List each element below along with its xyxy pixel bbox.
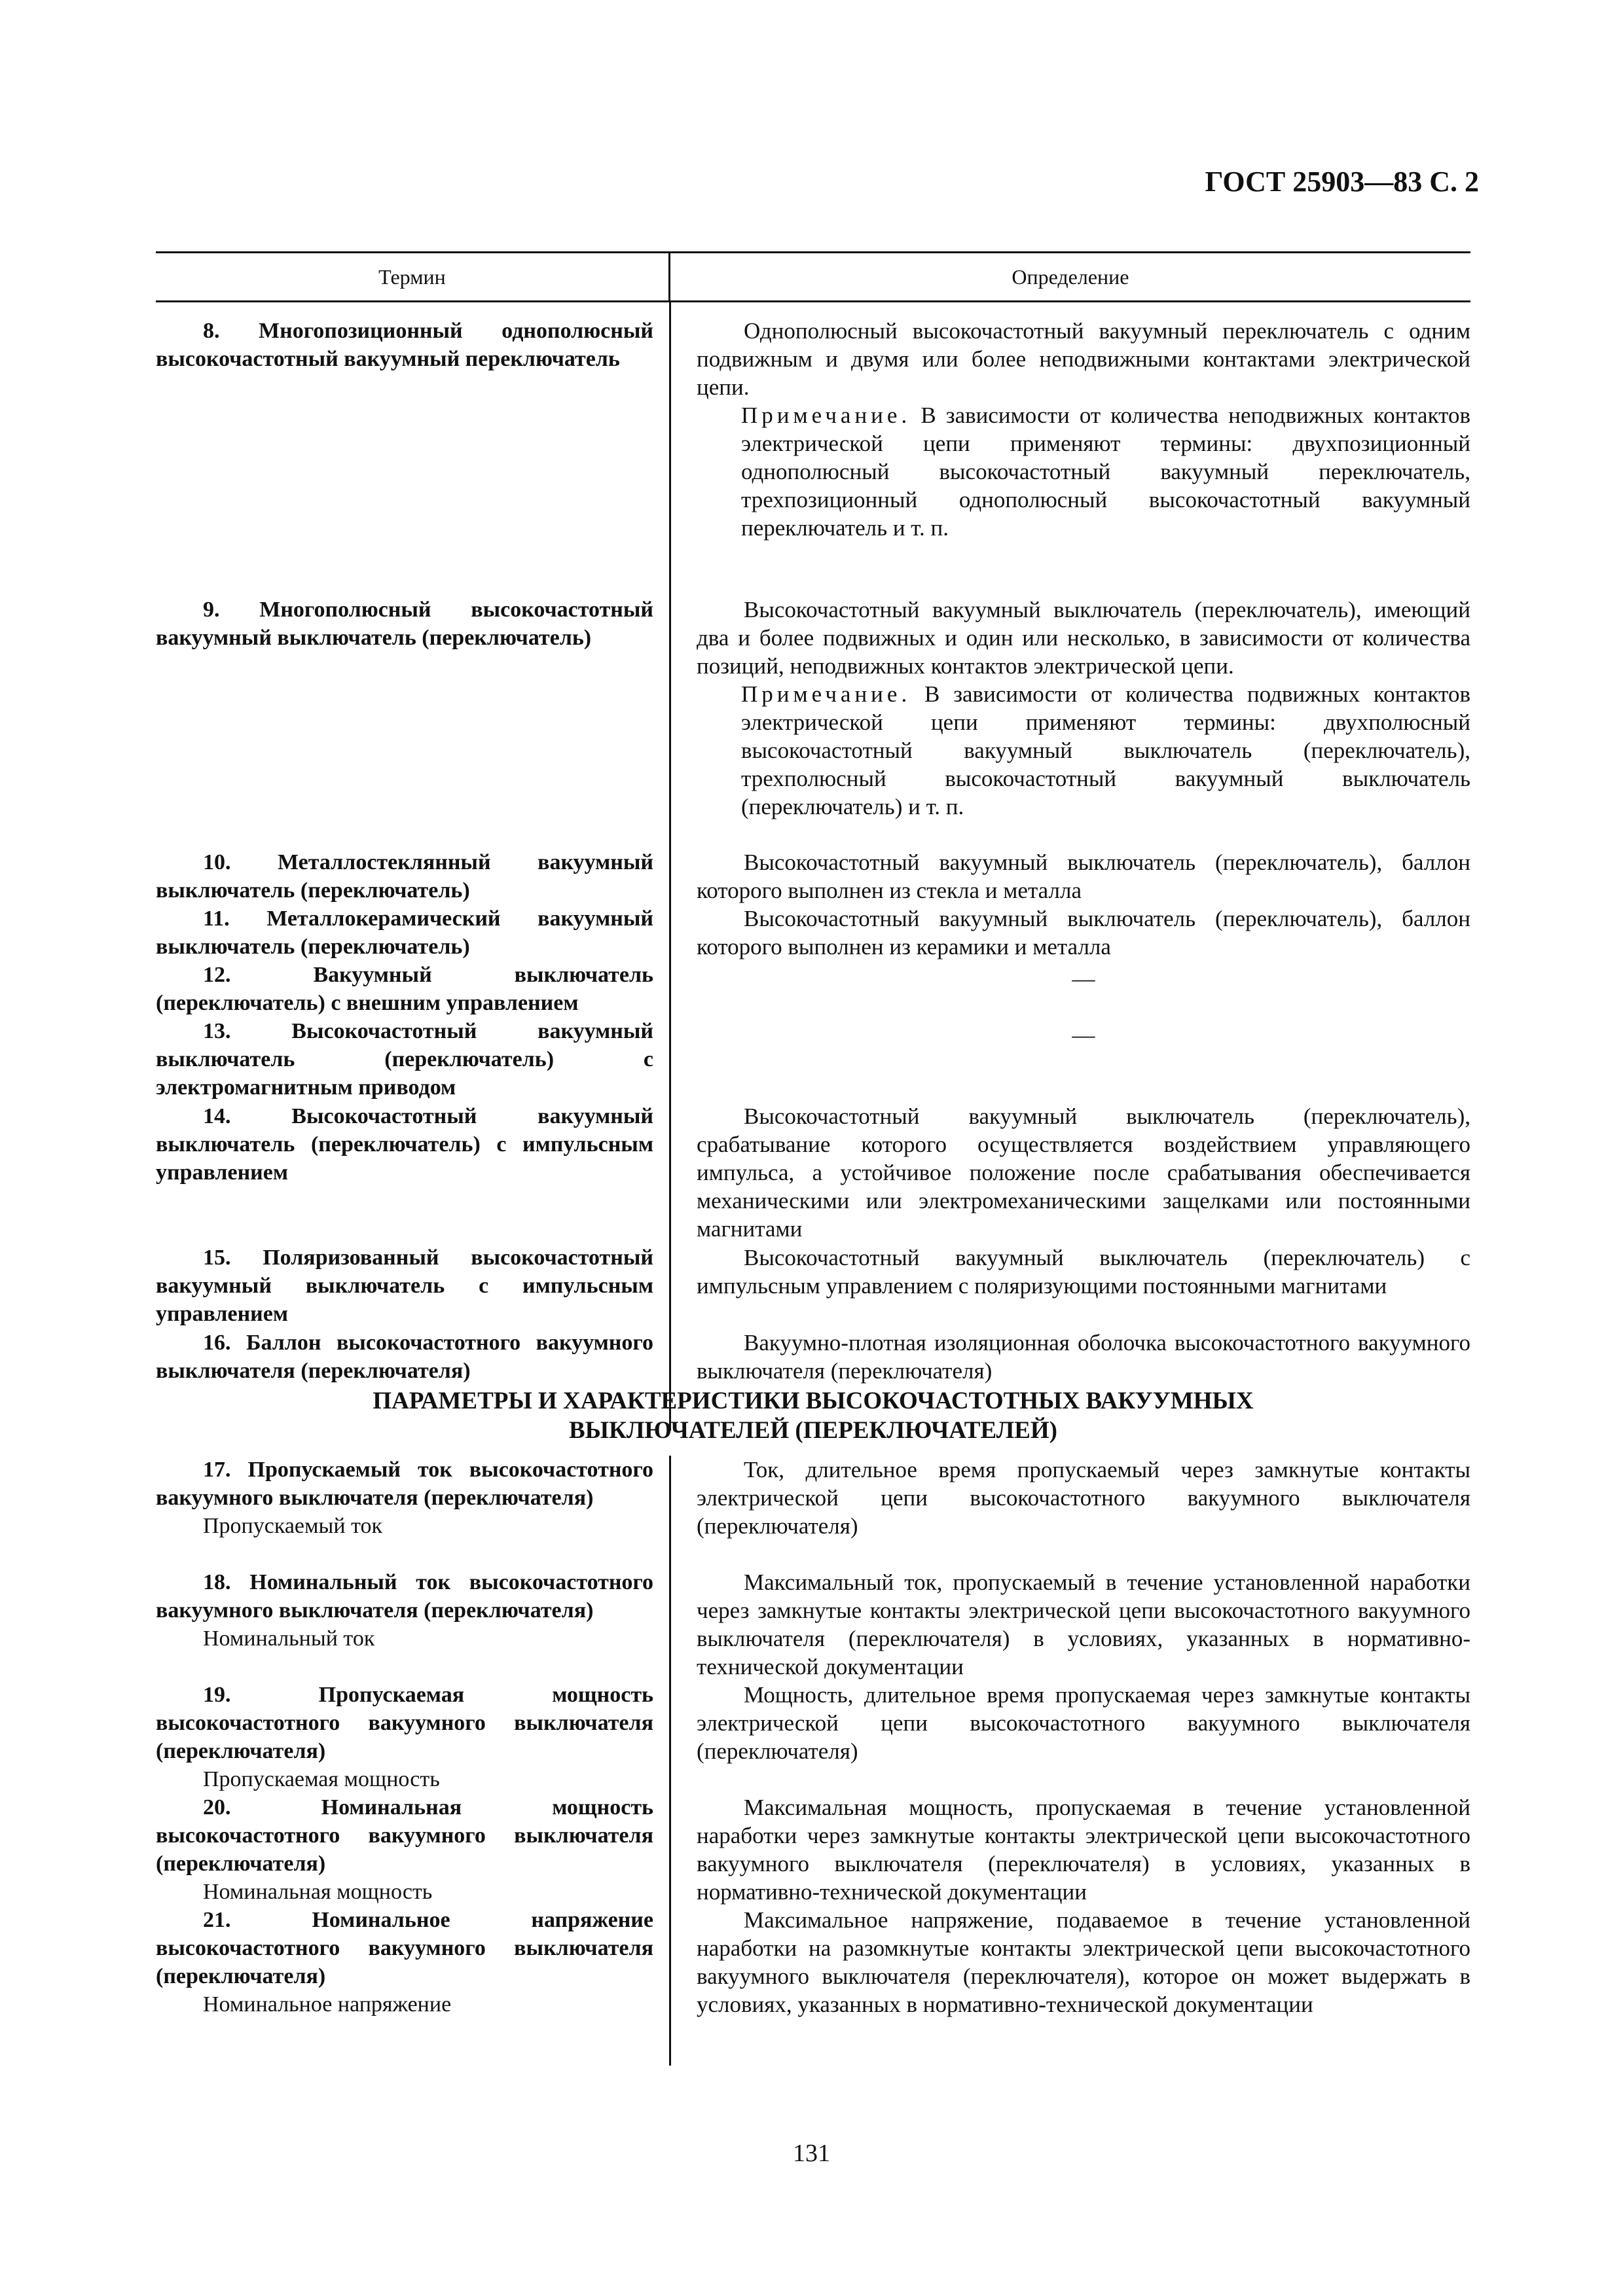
definition-cell: Вакуумно-плотная изоляционная оболочка высокочастотного вакуумного выключателя (переключателя) <box>697 1330 1470 1384</box>
term-text: Пропускаемая мощность высокочастотного вакуумного выключателя (переключателя) <box>156 1683 653 1763</box>
term-text: Баллон высокочастотного вакуумного выключателя (переключателя) <box>156 1331 653 1383</box>
short-term: Номинальная мощность <box>203 1880 433 1904</box>
term-number: 10. <box>203 850 231 874</box>
term-cell <box>156 1681 669 1793</box>
term-cell <box>156 1329 669 1394</box>
term-text: Пропускаемый ток высокочастотного вакуумного выключателя (переключателя) <box>156 1458 653 1510</box>
note <box>697 401 1470 542</box>
table-body <box>156 1456 1470 2066</box>
note-label: Примечание. <box>741 681 911 707</box>
definition-cell: — <box>1072 1022 1095 1048</box>
column-divider <box>669 1456 671 2066</box>
definition-cell: — <box>1072 966 1095 992</box>
definition-cell: Высокочастотный вакуумный выключатель (переключатель), баллон которого выполнен из керамики и металла <box>697 906 1470 960</box>
term-number: 12. <box>203 963 231 987</box>
table-header <box>156 251 1470 302</box>
definition-text: Однополюсный высокочастотный вакуумный переключатель с одним подвижным и двумя или более неподвижными контактами электрической цепи. <box>697 318 1470 400</box>
term-number: 17. <box>203 1458 231 1482</box>
table-row <box>156 1017 1470 1102</box>
term-cell <box>156 848 669 905</box>
short-term: Номинальный ток <box>203 1626 375 1651</box>
term-text: Поляризованный высокочастотный вакуумный выключатель с импульсным управлением <box>156 1246 653 1326</box>
table-row <box>156 848 1470 905</box>
term-text: Многопозиционный однополюсный высокочастотный вакуумный переключатель <box>156 319 653 371</box>
definition-cell: Ток, длительное время пропускаемый через замкнутые контакты электрической цепи высокочастотного вакуумного выключателя (переключателя) <box>697 1457 1470 1539</box>
term-text: Номинальный ток высокочастотного вакуумного выключателя (переключателя) <box>156 1570 654 1623</box>
note-text: В зависимости от количества подвижных контактов электрической цепи применяют термины: двухполюсный высокочастотный вакуумный выключатель (переключатель), трехполюсный высокочастотный вакуумный выключатель (переключатель) и т. п. <box>741 681 1471 819</box>
definition-cell: Максимальное напряжение, подаваемое в течение установленной наработки на разомкнутые контакты электрической цепи высокочастотного вакуумного выключателя (переключателя), которое он может выдержать в условиях, указанных в нормативно-технической документации <box>697 1907 1470 2017</box>
note-label: Примечание. <box>741 403 911 428</box>
term-cell <box>156 596 669 848</box>
short-term: Номинальное напряжение <box>203 1992 452 2017</box>
term-text: Вакуумный выключатель (переключатель) с внешним управлением <box>156 963 653 1015</box>
table-row <box>156 1329 1470 1394</box>
column-header-definition: Определение <box>1012 264 1129 289</box>
term-number: 21. <box>203 1908 231 1932</box>
table-row <box>156 1456 1470 1568</box>
term-cell <box>156 905 669 961</box>
note-text: В зависимости от количества неподвижных контактов электрической цепи применяют термины: двухпозиционный однополюсный высокочастотный вакуумный переключатель, трехпозиционный однополюсный высокочастотный вакуумный переключатель и т. п. <box>741 403 1470 541</box>
term-number: 16. <box>203 1331 231 1355</box>
term-text: Высокочастотный вакуумный выключатель (переключатель) с электромагнитным приводом <box>156 1019 654 1100</box>
term-cell <box>156 1793 669 1906</box>
term-number: 18. <box>203 1570 231 1594</box>
terms-table-top <box>156 251 1470 1431</box>
term-number: 19. <box>203 1683 231 1707</box>
column-divider <box>669 302 671 1431</box>
table-row <box>156 1244 1470 1329</box>
table-row <box>156 1102 1470 1244</box>
table-body <box>156 302 1470 1431</box>
table-row <box>156 905 1470 961</box>
terms-table-bottom <box>156 1456 1470 2066</box>
term-cell <box>156 1244 669 1329</box>
section-title <box>156 1386 1470 1445</box>
term-cell <box>156 317 669 596</box>
definition-cell <box>669 317 1470 596</box>
term-cell <box>156 1017 669 1102</box>
term-number: 13. <box>203 1019 231 1043</box>
page-number: 131 <box>793 2140 830 2167</box>
section-title-line: ВЫКЛЮЧАТЕЛЕЙ (ПЕРЕКЛЮЧАТЕЛЕЙ) <box>569 1417 1057 1444</box>
term-text: Металлостеклянный вакуумный выключатель (переключатель) <box>156 850 653 903</box>
term-number: 20. <box>203 1795 231 1820</box>
term-cell <box>156 1906 669 2051</box>
definition-cell: Мощность, длительное время пропускаемая через замкнутые контакты электрической цепи высокочастотного вакуумного выключателя (переключателя) <box>697 1682 1470 1764</box>
definition-cell: Максимальный ток, пропускаемый в течение установленной наработки через замкнутые контакты электрической цепи высокочастотного вакуумного выключателя (переключателя) в условиях, указанных в нормативно-технической документации <box>697 1570 1470 1679</box>
definition-text: Высокочастотный вакуумный выключатель (переключатель), имеющий два и более подвижных и один или несколько, в зависимости от количества позиций, неподвижных контактов электрической цепи. <box>697 597 1470 679</box>
term-text: Номинальная мощность высокочастотного вакуумного выключателя (переключателя) <box>156 1795 653 1876</box>
term-number: 11. <box>203 906 230 931</box>
table-row <box>156 1793 1470 1906</box>
definition-cell: Максимальная мощность, пропускаемая в течение установленной наработки через замкнутые контакты электрической цепи высокочастотного вакуумного выключателя (переключателя) в условиях, указанных в нормативно-технической документации <box>697 1795 1470 1905</box>
short-term: Пропускаемый ток <box>203 1514 383 1538</box>
section-title-line: ПАРАМЕТРЫ И ХАРАКТЕРИСТИКИ ВЫСОКОЧАСТОТНЫХ ВАКУУМНЫХ <box>373 1388 1254 1414</box>
definition-cell: Высокочастотный вакуумный выключатель (переключатель), срабатывание которого осуществляется воздействием управляющего импульса, а устойчивое положение после срабатывания обеспечивается механическими или электромеханическими защелками или постоянными магнитами <box>697 1103 1470 1242</box>
definition-cell: Высокочастотный вакуумный выключатель (переключатель), баллон которого выполнен из стекла и металла <box>697 850 1470 903</box>
table-row <box>156 1681 1470 1793</box>
term-text: Многополюсный высокочастотный вакуумный выключатель (переключатель) <box>156 598 654 650</box>
table-row <box>156 961 1470 1017</box>
term-cell <box>156 1568 669 1681</box>
term-cell <box>156 1102 669 1244</box>
term-text: Номинальное напряжение высокочастотного вакуумного выключателя (переключателя) <box>156 1908 653 1988</box>
definition-cell <box>669 596 1470 848</box>
term-cell <box>156 1456 669 1568</box>
term-number: 15. <box>203 1246 231 1270</box>
column-header-term: Термин <box>156 253 670 300</box>
term-number: 8. <box>203 319 220 343</box>
term-cell <box>156 961 669 1017</box>
table-row <box>156 317 1470 596</box>
term-number: 14. <box>203 1104 231 1128</box>
term-text: Высокочастотный вакуумный выключатель (переключатель) с импульсным управлением <box>156 1104 654 1185</box>
term-number: 9. <box>203 598 220 622</box>
standard-code-header: ГОСТ 25903—83 С. 2 <box>1205 166 1479 198</box>
table-row <box>156 1568 1470 1681</box>
note <box>697 680 1470 821</box>
definition-cell: Высокочастотный вакуумный выключатель (переключатель) с импульсным управлением с поляризующими постоянными магнитами <box>697 1245 1470 1299</box>
short-term: Пропускаемая мощность <box>203 1767 440 1791</box>
table-row <box>156 596 1470 848</box>
term-text: Металлокерамический вакуумный выключатель (переключатель) <box>156 906 653 959</box>
table-row <box>156 1906 1470 2051</box>
